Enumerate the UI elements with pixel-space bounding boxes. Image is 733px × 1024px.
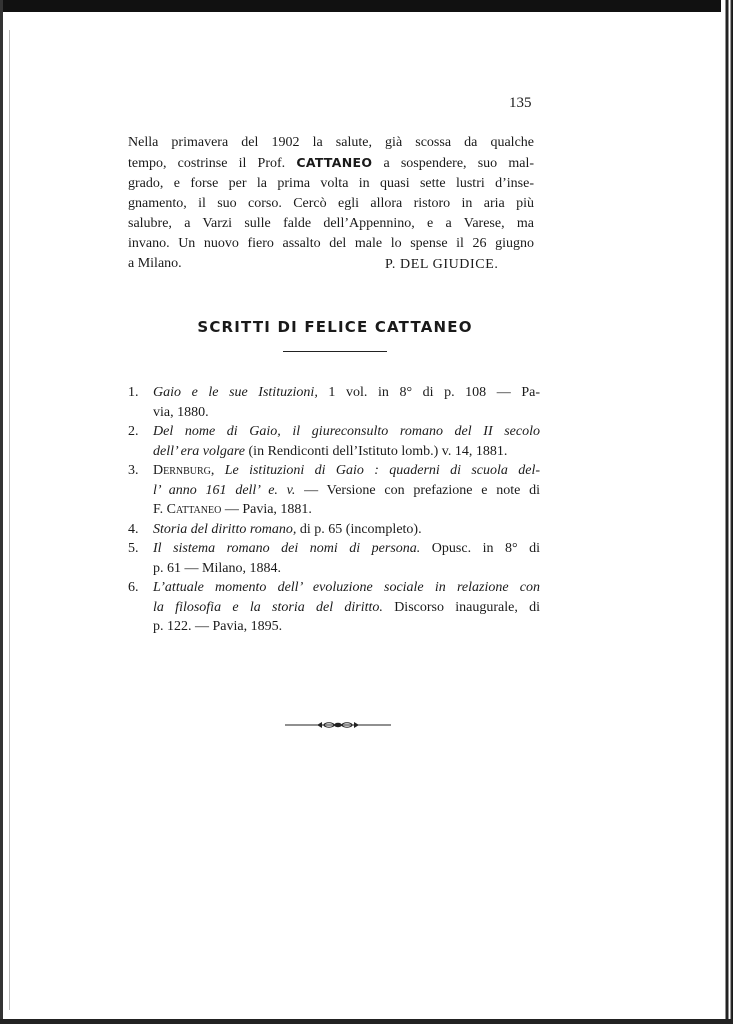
work-title: Storia del diritto romano,	[153, 521, 297, 537]
entry-number: 5.	[128, 541, 139, 556]
paragraph-line: salubre, a Varzi sulle falde dell’Appennino, e a Varese, ma	[128, 216, 534, 231]
paragraph-line: gnamento, il suo corso. Cercò egli allora ristoro in aria più	[128, 196, 534, 211]
entry-line: p. 122. — Pavia, 1895.	[153, 619, 283, 634]
section-heading: SCRITTI DI FELICE CATTANEO	[197, 318, 473, 336]
entry-line	[153, 461, 540, 481]
bibliography-entry	[128, 539, 540, 578]
ornament-divider-icon	[285, 718, 391, 732]
paragraph-line: a Milano.	[128, 256, 182, 271]
entry-line: p. 61 — Milano, 1884.	[153, 560, 281, 576]
scan-page-edge	[9, 30, 10, 1010]
entry-number: 4.	[128, 521, 139, 537]
bibliography-entry	[128, 461, 540, 520]
entry-number: 1.	[128, 385, 139, 400]
entry-text: (in Rendiconti dell’Istituto lomb.) v. 14, 1881.	[248, 443, 508, 459]
bibliography-entry	[128, 383, 540, 422]
scan-border-top	[0, 0, 733, 12]
work-title: Del nome di Gaio, il giureconsulto romano del II secolo	[153, 424, 540, 439]
entry-line	[153, 539, 540, 559]
entry-number: 6.	[128, 580, 139, 595]
paragraph-line: grado, e forse per la prima volta in quasi sette lustri d’inse-	[128, 176, 534, 191]
entry-line	[153, 578, 540, 598]
entry-text: Discorso inaugurale, di	[394, 599, 541, 615]
work-title: Gaio e le sue Istituzioni,	[153, 385, 318, 400]
work-title: Le istituzioni di Gaio : quaderni di scuola del-	[224, 463, 541, 478]
author-signature: P. DEL GIUDICE.	[385, 257, 499, 272]
entry-line	[153, 481, 540, 501]
paragraph-line	[128, 153, 534, 174]
scan-border-left	[0, 0, 3, 1024]
paragraph-line: Nella primavera del 1902 la salute, già scossa da qualche	[128, 135, 534, 150]
heading-rule	[283, 351, 387, 352]
work-title: Il sistema romano dei nomi di persona.	[153, 541, 421, 556]
entry-text: 1 vol. in 8° di p. 108 — Pa-	[328, 385, 541, 400]
entry-line	[153, 422, 540, 442]
paragraph-line: invano. Un nuovo fiero assalto del male lo spense il 26 giugno	[128, 236, 534, 251]
entry-line	[153, 520, 540, 540]
scan-border-right	[721, 0, 733, 1024]
entry-number: 2.	[128, 424, 139, 439]
bibliography-entry	[128, 578, 540, 637]
bibliography-entry	[128, 520, 540, 540]
paragraph-text: tempo, costrinse il Prof.	[128, 156, 286, 171]
entry-text: — Versione con prefazione e note di	[304, 482, 540, 498]
entry-line	[153, 598, 540, 618]
scan-border-bottom	[0, 1019, 733, 1024]
surname-bold: CATTANEO	[296, 155, 373, 170]
bibliography-list	[128, 383, 540, 637]
obituary-paragraph	[128, 133, 534, 274]
entry-text: Opusc. in 8° di	[431, 541, 540, 556]
entry-line: via, 1880.	[153, 404, 209, 420]
entry-line	[153, 442, 540, 462]
entry-number: 3.	[128, 463, 139, 478]
work-title: la filosofia e la storia del diritto.	[153, 599, 383, 615]
entry-text: di p. 65 (incompleto).	[299, 521, 422, 537]
author-name: Dernburg,	[153, 463, 215, 478]
work-title: L’attuale momento dell’ evoluzione sociale in relazione con	[153, 580, 540, 595]
paragraph-text: a sospendere, suo mal-	[383, 156, 534, 171]
entry-line	[153, 500, 540, 520]
work-title: dell’ era volgare	[153, 443, 246, 459]
author-name: F. Cattaneo	[153, 502, 222, 517]
work-title: l’ anno 161 dell’ e. v.	[153, 482, 296, 498]
entry-text: — Pavia, 1881.	[224, 502, 312, 517]
page-number: 135	[509, 95, 532, 111]
entry-line	[153, 383, 540, 403]
bibliography-entry	[128, 422, 540, 461]
